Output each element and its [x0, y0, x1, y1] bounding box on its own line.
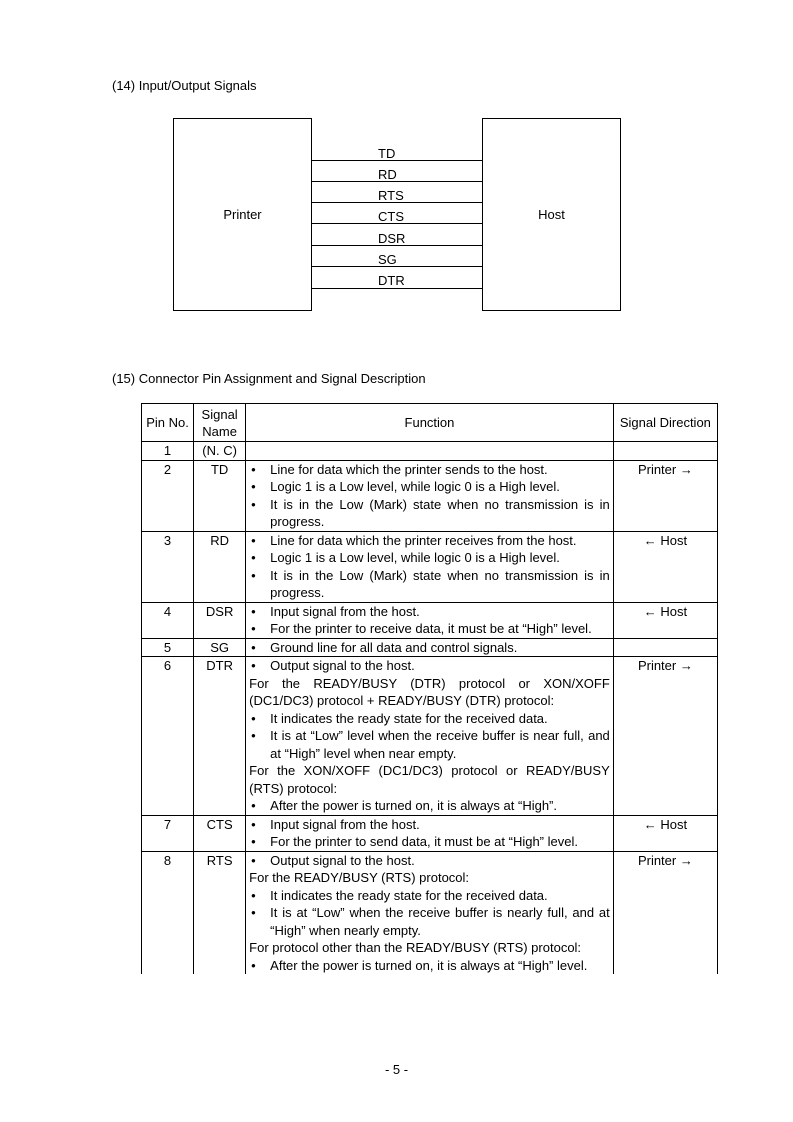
table-row — [142, 442, 718, 461]
bullet-item: • Ground line for all data and control signals. — [249, 639, 610, 657]
table-row — [142, 851, 718, 974]
signal-direction-cell: Printer → — [613, 851, 717, 974]
signal-line — [312, 266, 482, 267]
table-row — [142, 531, 718, 602]
pin-number-cell: 1 — [142, 442, 194, 461]
header-signal-name — [194, 404, 246, 442]
function-cell — [246, 638, 614, 657]
bullet-item: • It is in the Low (Mark) state when no transmission is in progress. — [249, 496, 610, 531]
pin-number-cell: 4 — [142, 602, 194, 638]
function-paragraph: For the READY/BUSY (DTR) protocol or XON/XOFF (DC1/DC3) protocol + READY/BUSY (DTR) protocol: — [249, 675, 610, 708]
printer-box — [173, 118, 312, 311]
bullet-item: • For the printer to receive data, it must be at “High” level. — [249, 620, 610, 638]
header-signal-name-line2: Name — [202, 423, 237, 439]
pin-number-cell: 7 — [142, 815, 194, 851]
pin-number-cell: 6 — [142, 657, 194, 816]
bullet-item: • Input signal from the host. — [249, 816, 610, 834]
header-pin-no: Pin No. — [142, 404, 194, 442]
function-cell — [246, 531, 614, 602]
bullet-item: • It is at “Low” level when the receive buffer is near full, and at “High” level when near empty. — [249, 727, 610, 762]
signal-line — [312, 181, 482, 182]
signal-label-sg: SG — [378, 252, 397, 267]
header-signal-direction: Signal Direction — [613, 404, 717, 442]
function-cell — [246, 851, 614, 974]
function-cell — [246, 460, 614, 531]
signal-direction-cell — [613, 442, 717, 461]
function-cell — [246, 442, 614, 461]
pin-number-cell: 5 — [142, 638, 194, 657]
signal-label-rd: RD — [378, 167, 397, 182]
signal-name-cell: RTS — [194, 851, 246, 974]
header-signal-name-line1: Signal — [201, 406, 238, 422]
bullet-item: • After the power is turned on, it is always at “High”. — [249, 797, 610, 815]
section-15-heading: (15) Connector Pin Assignment and Signal Description — [112, 371, 426, 386]
function-cell — [246, 657, 614, 816]
section-14-heading: (14) Input/Output Signals — [112, 78, 257, 93]
signal-direction-cell — [613, 638, 717, 657]
bullet-item: • For the printer to send data, it must be at “High” level. — [249, 833, 610, 851]
signal-direction-cell: ← Host — [613, 602, 717, 638]
bullet-item: • Output signal to the host. — [249, 852, 610, 870]
table-row — [142, 815, 718, 851]
bullet-item: • It indicates the ready state for the received data. — [249, 887, 610, 905]
signal-line — [312, 288, 482, 289]
bullet-item: • Input signal from the host. — [249, 603, 610, 621]
signal-label-dsr: DSR — [378, 231, 406, 246]
table-row — [142, 602, 718, 638]
host-box — [482, 118, 621, 311]
page-number: - 5 - — [384, 1062, 409, 1077]
signal-label-td: TD — [378, 146, 396, 161]
pin-number-cell: 2 — [142, 460, 194, 531]
pin-number-cell: 3 — [142, 531, 194, 602]
table-row — [142, 638, 718, 657]
bullet-item: • Output signal to the host. — [249, 657, 610, 675]
table-row — [142, 460, 718, 531]
signal-name-cell: DTR — [194, 657, 246, 816]
signal-name-cell: (N. C) — [194, 442, 246, 461]
signal-direction-cell: Printer → — [613, 460, 717, 531]
signal-name-cell: DSR — [194, 602, 246, 638]
bullet-item: • Logic 1 is a Low level, while logic 0 is a High level. — [249, 549, 610, 567]
table-body — [142, 442, 718, 975]
signal-name-cell: CTS — [194, 815, 246, 851]
pin-assignment-table — [141, 403, 718, 974]
signal-name-cell: RD — [194, 531, 246, 602]
signal-label-cts: CTS — [378, 209, 404, 224]
table-row — [142, 657, 718, 816]
signal-name-cell: TD — [194, 460, 246, 531]
function-paragraph: For the XON/XOFF (DC1/DC3) protocol or READY/BUSY (RTS) protocol: — [249, 763, 610, 796]
function-cell — [246, 602, 614, 638]
host-label: Host — [538, 207, 565, 222]
printer-label: Printer — [223, 207, 262, 222]
pin-number-cell: 8 — [142, 851, 194, 974]
table-header-row — [142, 404, 718, 442]
bullet-item: • After the power is turned on, it is always at “High” level. — [249, 957, 610, 975]
bullet-item: • It indicates the ready state for the received data. — [249, 710, 610, 728]
signal-label-dtr: DTR — [378, 273, 405, 288]
bullet-item: • Line for data which the printer receives from the host. — [249, 532, 610, 550]
function-cell — [246, 815, 614, 851]
signal-direction-cell: Printer → — [613, 657, 717, 816]
signal-name-cell: SG — [194, 638, 246, 657]
function-paragraph: For the READY/BUSY (RTS) protocol: — [249, 870, 470, 885]
bullet-item: • It is in the Low (Mark) state when no transmission is in progress. — [249, 567, 610, 602]
signal-line — [312, 160, 482, 161]
header-function: Function — [246, 404, 614, 442]
signal-label-rts: RTS — [378, 188, 404, 203]
bullet-item: • Line for data which the printer sends to the host. — [249, 461, 610, 479]
bullet-item: • It is at “Low” when the receive buffer is nearly full, and at “High” when nearly empty. — [249, 904, 610, 939]
signal-direction-cell: ← Host — [613, 815, 717, 851]
bullet-item: • Logic 1 is a Low level, while logic 0 is a High level. — [249, 478, 610, 496]
signal-direction-cell: ← Host — [613, 531, 717, 602]
function-paragraph: For protocol other than the READY/BUSY (RTS) protocol: — [249, 940, 582, 955]
